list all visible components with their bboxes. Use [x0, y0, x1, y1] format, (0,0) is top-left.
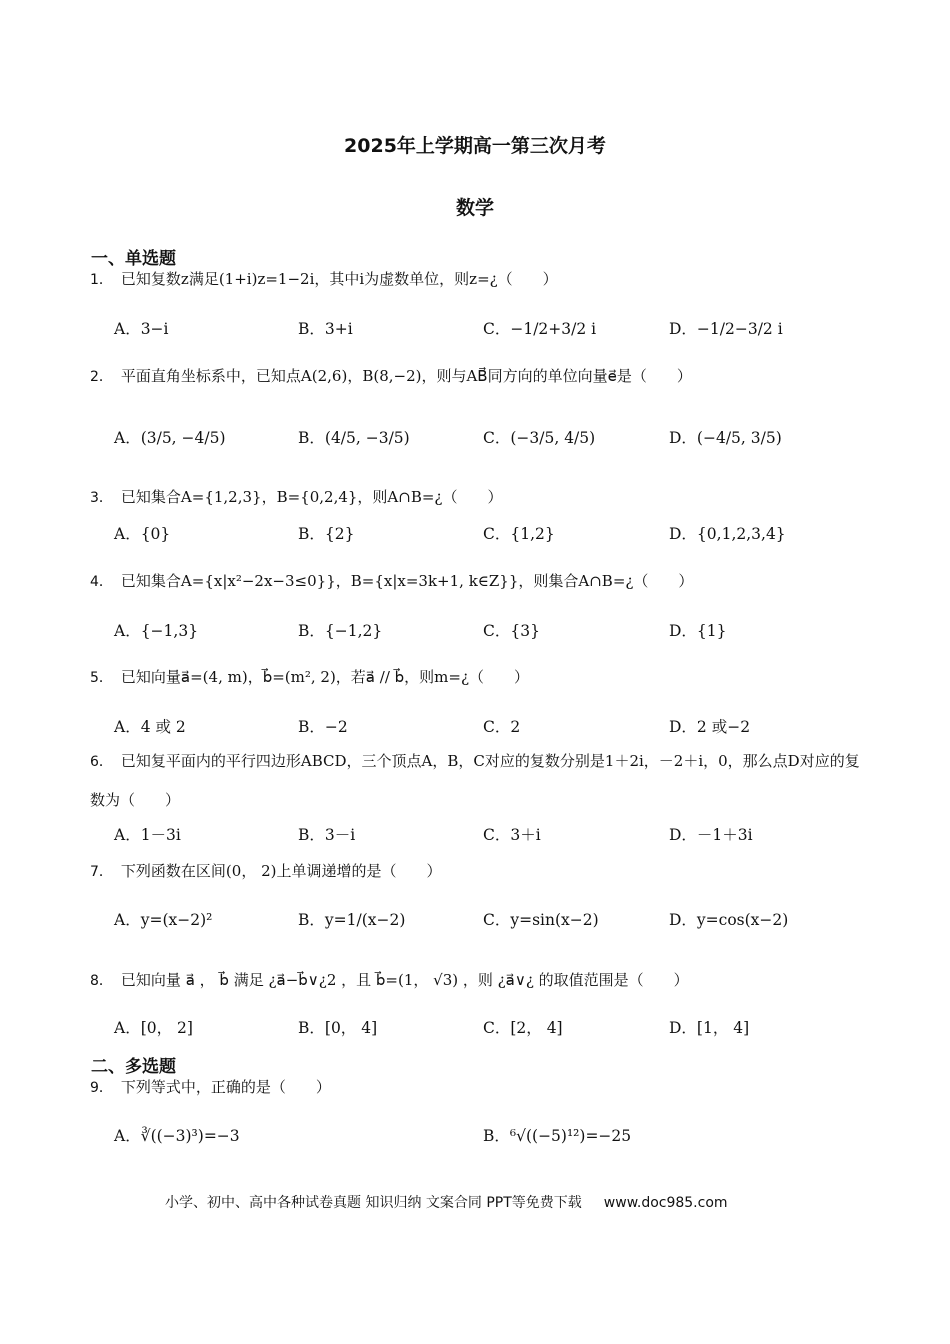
option-d: D．−1/2−3/2 i — [669, 320, 783, 338]
option-d: D．y=cos(x−2) — [669, 911, 789, 929]
option-b: B．[0， 4] — [298, 1019, 378, 1037]
option-b: B．{−1,2} — [298, 622, 383, 640]
question-text: 下列函数在区间(0， 2)上单调递增的是（ ） — [120, 862, 442, 880]
section-single-choice: 一、单选题 — [91, 249, 176, 269]
question-text: 已知集合A={x|x²−2x−3≤0}}，B={x|x=3k+1, k∈Z}}，则集合A∩B=¿（ ） — [120, 572, 694, 590]
question-2 — [90, 365, 692, 386]
subject-title: 数学 — [455, 197, 494, 219]
question-number: 3． — [90, 490, 113, 506]
question-text: 已知向量a⃗=(4, m)，b⃗=(m², 2)，若a⃗ // b⃗，则m=¿（ ） — [120, 668, 529, 686]
option-b: B．{2} — [298, 525, 355, 543]
option-b: B．y=1/(x−2) — [298, 911, 406, 929]
option-a: A．{0} — [114, 525, 171, 543]
option-a: A．[0， 2] — [114, 1019, 193, 1037]
question-5 — [90, 666, 529, 687]
option-b: B．3－i — [298, 826, 356, 844]
question-number: 7． — [90, 864, 113, 880]
option-a: A．∛((−3)³)=−3 — [114, 1127, 240, 1145]
option-c: C．y=sin(x−2) — [483, 911, 599, 929]
option-a: A．(3/5, −4/5) — [114, 429, 226, 447]
question-8 — [90, 969, 689, 990]
question-text: 已知向量 a⃗ ， b⃗ 满足 ¿a⃗−b⃗∨¿2 ，且 b⃗=(1， √3) ，则 ¿a⃗∨¿ 的取值范围是（ ） — [120, 971, 689, 989]
question-number: 6． — [90, 754, 113, 770]
option-c: C．{3} — [483, 622, 540, 640]
option-d: D．(−4/5, 3/5) — [669, 429, 782, 447]
question-1 — [90, 268, 558, 289]
question-number: 5． — [90, 670, 113, 686]
option-c: C．{1,2} — [483, 525, 555, 543]
question-9 — [90, 1076, 331, 1097]
option-c: C．2 — [483, 718, 521, 736]
section-multi-choice: 二、多选题 — [91, 1057, 176, 1077]
option-b: B．−2 — [298, 718, 348, 736]
question-text: 已知复平面内的平行四边形ABCD，三个顶点A，B，C对应的复数分别是1＋2i，－2＋i，0，那么点D对应的复数为（ ） — [90, 752, 860, 809]
page-footer — [165, 1192, 728, 1212]
option-a: A．4 或 2 — [114, 718, 186, 736]
option-d: D．[1， 4] — [669, 1019, 750, 1037]
question-number: 8． — [90, 973, 113, 989]
option-d: D．－1＋3i — [669, 826, 753, 844]
option-d: D．{0,1,2,3,4} — [669, 525, 786, 543]
question-text: 已知复数z满足(1+i)z=1−2i，其中i为虚数单位，则z=¿（ ） — [120, 270, 558, 288]
question-3 — [90, 486, 502, 507]
option-b: B．3+i — [298, 320, 353, 338]
option-a: A．1－3i — [114, 826, 181, 844]
footer-url[interactable]: www.doc985.com — [603, 1195, 728, 1211]
footer-text: 小学、初中、高中各种试卷真题 知识归纳 文案合同 PPT等免费下载 — [165, 1195, 582, 1211]
question-number: 4． — [90, 574, 113, 590]
question-text: 下列等式中，正确的是（ ） — [120, 1078, 331, 1096]
option-b: B．(4/5, −3/5) — [298, 429, 410, 447]
option-d: D．{1} — [669, 622, 727, 640]
option-a: A．y=(x−2)² — [114, 911, 213, 929]
question-6 — [90, 742, 860, 819]
option-c: C．−1/2+3/2 i — [483, 320, 597, 338]
question-number: 2． — [90, 369, 113, 385]
question-text: 平面直角坐标系中，已知点A(2,6)，B(8,−2)，则与AB⃗同方向的单位向量e⃗是（ ） — [120, 367, 692, 385]
question-text: 已知集合A={1,2,3}，B={0,2,4}，则A∩B=¿（ ） — [120, 488, 503, 506]
question-number: 1． — [90, 272, 113, 288]
option-c: C．3＋i — [483, 826, 541, 844]
question-7 — [90, 860, 441, 881]
option-c: C．[2， 4] — [483, 1019, 563, 1037]
exam-title: 2025年上学期高一第三次月考 — [344, 135, 606, 157]
option-b: B．⁶√((−5)¹²)=−25 — [483, 1127, 632, 1145]
option-a: A．{−1,3} — [114, 622, 199, 640]
option-c: C．(−3/5, 4/5) — [483, 429, 596, 447]
option-d: D．2 或−2 — [669, 718, 751, 736]
question-4 — [90, 570, 693, 591]
question-number: 9． — [90, 1080, 113, 1096]
option-a: A．3−i — [114, 320, 169, 338]
